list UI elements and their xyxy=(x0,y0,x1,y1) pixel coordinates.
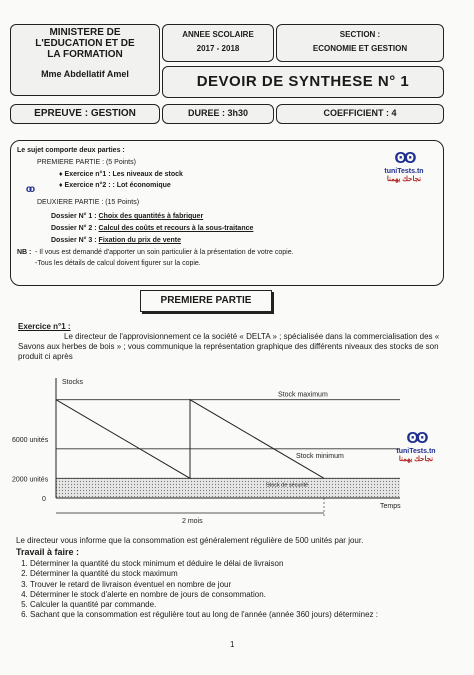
logo-arabic: نجاحك يهمنا xyxy=(386,176,422,183)
tunitests-small-logo: oo xyxy=(25,184,33,195)
ytick-label: 6000 unités xyxy=(12,437,49,444)
section-label: SECTION : xyxy=(339,30,381,39)
y-axis-label: Stocks xyxy=(62,379,84,386)
stock-level-line xyxy=(56,400,324,479)
part1-item-2: ♦ Exercice n°2 : : Lot économique xyxy=(59,182,171,189)
task-item: 3. Trouver le retard de livraison éventuel en nombre de jour xyxy=(30,580,470,590)
header-ministry-box xyxy=(10,24,160,96)
ministry-name: MINISTERE DE L'EDUCATION ET DE LA FORMATION xyxy=(35,27,135,60)
logo-name: tuniTests.tn xyxy=(396,448,436,455)
header-title-box xyxy=(162,66,444,98)
x-axis-label: Temps xyxy=(380,503,401,510)
task-item: 6. Sachant que la consommation est régulière tout au long de l'année (année 360 jours) déterminez : xyxy=(30,610,470,620)
summary-intro: Le sujet comporte deux parties : xyxy=(17,147,125,154)
part2-title: DEUXIERE PARTIE : (15 Points) xyxy=(37,199,140,206)
consumption-text: Le directeur vous informe que la consommation est généralement régulière de 500 unités par jour. xyxy=(16,536,364,545)
nb-line-1: - Il vous est demandé d'apporter un soin particulier à la présentation de votre copie. xyxy=(35,249,294,256)
stock-safety-label: Stock de sécurité xyxy=(266,482,309,489)
part2-item-1: Dossier N° 1 : Choix des quantités à fabriquer xyxy=(51,213,204,220)
nb-label: NB : xyxy=(17,249,32,256)
part-title: PREMIERE PARTIE xyxy=(160,295,252,306)
logo-arabic: نجاحك يهمنا xyxy=(398,456,434,463)
epreuve: EPREUVE : GESTION xyxy=(34,108,136,119)
exercise-title: Exercice n°1 : xyxy=(18,322,71,331)
header-year-box xyxy=(162,24,274,62)
part1-item-1: ♦ Exercice n°1 : Les niveaux de stock xyxy=(59,171,183,178)
stock-max-label: Stock maximum xyxy=(278,391,328,399)
part2-item-2: Dossier N° 2 : Calcul des coûts et recours à la sous-traitance xyxy=(51,225,254,232)
logo-name: tuniTests.tn xyxy=(384,168,424,175)
section-name: ECONOMIE ET GESTION xyxy=(312,44,408,53)
nb-line-2: -Tous les détails de calcul doivent figurer sur la copie. xyxy=(35,260,201,267)
part-title-box xyxy=(140,290,272,312)
task-item: 2. Déterminer la quantité du stock maximum xyxy=(30,569,470,579)
teacher-name: Mme Abdellatif Amel xyxy=(41,69,129,79)
todo-title: Travail à faire : xyxy=(16,547,80,557)
header-section-box xyxy=(276,24,444,62)
header-duree-box xyxy=(162,104,274,124)
task-item: 5. Calculer la quantité par commande. xyxy=(30,600,470,610)
task-list xyxy=(16,559,470,621)
task-item: 4. Déterminer le stock d'alerte en nombre de jours de consommation. xyxy=(30,590,470,600)
ytick-label: 0 xyxy=(42,496,46,503)
coefficient: COEFFICIENT : 4 xyxy=(323,108,397,118)
task-item: 1. Déterminer la quantité du stock minimum et déduire le délai de livraison xyxy=(30,559,470,569)
part2-item-3: Dossier N° 3 : Fixation du prix de vente xyxy=(51,237,182,244)
duree: DUREE : 3h30 xyxy=(187,108,249,118)
header-epreuve-box xyxy=(10,104,160,124)
tunitests-ring-icon: ʘʘ xyxy=(394,150,414,167)
exercise-paragraph: Le directeur de l'approvisionnement ce la société « DELTA » ; spécialisée dans la commercialisation des « Savons aux herbes de bois » ; vous communique la représentation graphique des différents niveaux des stocks de son produit ci après xyxy=(18,332,440,361)
safety-stock-area xyxy=(56,478,400,498)
page-number: 1 xyxy=(230,640,235,649)
tunitests-logo-top xyxy=(372,150,436,183)
period-span-label: 2 mois xyxy=(182,518,203,525)
exam-title: DEVOIR DE SYNTHESE N° 1 xyxy=(196,73,410,90)
part1-title: PREMIERE PARTIE : (5 Points) xyxy=(37,159,136,166)
year-label: ANNEE SCOLAIRE xyxy=(182,30,254,39)
ytick-label: 2000 unités xyxy=(12,476,49,484)
stock-min-label: Stock minimum xyxy=(296,452,344,460)
tunitests-logo-chart xyxy=(384,430,448,463)
school-year: 2017 - 2018 xyxy=(196,44,240,53)
header-coef-box xyxy=(276,104,444,124)
tunitests-ring-icon: ʘʘ xyxy=(406,430,426,447)
